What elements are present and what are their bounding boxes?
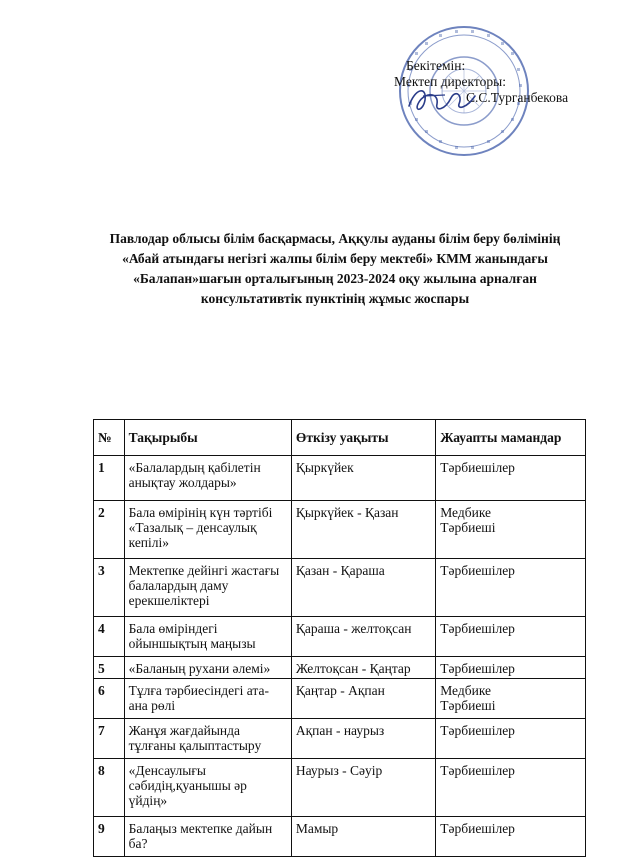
director-name: С.С.Турганбекова bbox=[466, 90, 569, 105]
row-number: 7 bbox=[94, 719, 125, 759]
row-time: Наурыз - Сәуір bbox=[291, 759, 435, 817]
row-topic: «Денсаулығы сәбидің,қуанышы әр үйдің» bbox=[124, 759, 291, 817]
row-number: 3 bbox=[94, 559, 125, 617]
table-row bbox=[94, 657, 586, 679]
row-responsible: Медбике Тәрбиеші bbox=[436, 501, 586, 559]
document-title: Павлодар облысы білім басқармасы, Аққулы ауданы білім беру бөлімінің «Абай атындағы негізгі жалпы білім беру мектебі» КММ жанындағы «Балапан»шағын орталығының 2023-2024 оқу жылына арналған консультативтік пунктінің жұмыс жоспары bbox=[109, 231, 561, 306]
table-row bbox=[94, 679, 586, 719]
row-time: Қаңтар - Ақпан bbox=[291, 679, 435, 719]
row-time: Қыркүйек bbox=[291, 456, 435, 501]
row-topic: Жанұя жағдайында тұлғаны қалыптастыру bbox=[124, 719, 291, 759]
table-row bbox=[94, 501, 586, 559]
row-responsible: Тәрбиешілер bbox=[436, 817, 586, 857]
row-responsible: Тәрбиешілер bbox=[436, 759, 586, 817]
table-row bbox=[94, 456, 586, 501]
header-responsible: Жауапты мамандар bbox=[436, 420, 586, 456]
header-topic: Тақырыбы bbox=[124, 420, 291, 456]
row-responsible: Тәрбиешілер bbox=[436, 456, 586, 501]
table-row bbox=[94, 559, 586, 617]
director-signature bbox=[405, 82, 485, 116]
row-time: Мамыр bbox=[291, 817, 435, 857]
row-time: Желтоқсан - Қаңтар bbox=[291, 657, 435, 679]
row-number: 6 bbox=[94, 679, 125, 719]
table-header-row bbox=[94, 420, 586, 456]
header-time: Өткізу уақыты bbox=[291, 420, 435, 456]
row-topic: «Баланың рухани әлемі» bbox=[124, 657, 291, 679]
row-responsible: Медбике Тәрбиеші bbox=[436, 679, 586, 719]
row-responsible: Тәрбиешілер bbox=[436, 657, 586, 679]
row-topic: Тұлға тәрбиесіндегі ата-ана рөлі bbox=[124, 679, 291, 719]
row-number: 9 bbox=[94, 817, 125, 857]
row-responsible: Тәрбиешілер bbox=[436, 559, 586, 617]
row-time: Ақпан - наурыз bbox=[291, 719, 435, 759]
row-number: 4 bbox=[94, 617, 125, 657]
row-responsible: Тәрбиешілер bbox=[436, 719, 586, 759]
row-time: Қыркүйек - Қазан bbox=[291, 501, 435, 559]
row-topic: Бала өміріндегі ойыншықтың маңызы bbox=[124, 617, 291, 657]
table-row bbox=[94, 719, 586, 759]
approval-label: Бекітемін: bbox=[406, 58, 466, 73]
row-number: 1 bbox=[94, 456, 125, 501]
work-plan-table bbox=[93, 419, 586, 857]
director-title: Мектеп директоры: bbox=[394, 74, 506, 89]
row-topic: Балаңыз мектепке дайын ба? bbox=[124, 817, 291, 857]
table-row bbox=[94, 617, 586, 657]
header-number: № bbox=[94, 420, 125, 456]
row-number: 8 bbox=[94, 759, 125, 817]
table-row bbox=[94, 817, 586, 857]
row-topic: «Балалардың қабілетін анықтау жолдары» bbox=[124, 456, 291, 501]
row-topic: Мектепке дейінгі жастағы балалардың даму ерекшеліктері bbox=[124, 559, 291, 617]
table-row bbox=[94, 759, 586, 817]
row-number: 5 bbox=[94, 657, 125, 679]
row-time: Қараша - желтоқсан bbox=[291, 617, 435, 657]
row-topic: Бала өмірінің күн тәртібі «Тазалық – денсаулық кепілі» bbox=[124, 501, 291, 559]
row-time: Қазан - Қараша bbox=[291, 559, 435, 617]
row-responsible: Тәрбиешілер bbox=[436, 617, 586, 657]
row-number: 2 bbox=[94, 501, 125, 559]
